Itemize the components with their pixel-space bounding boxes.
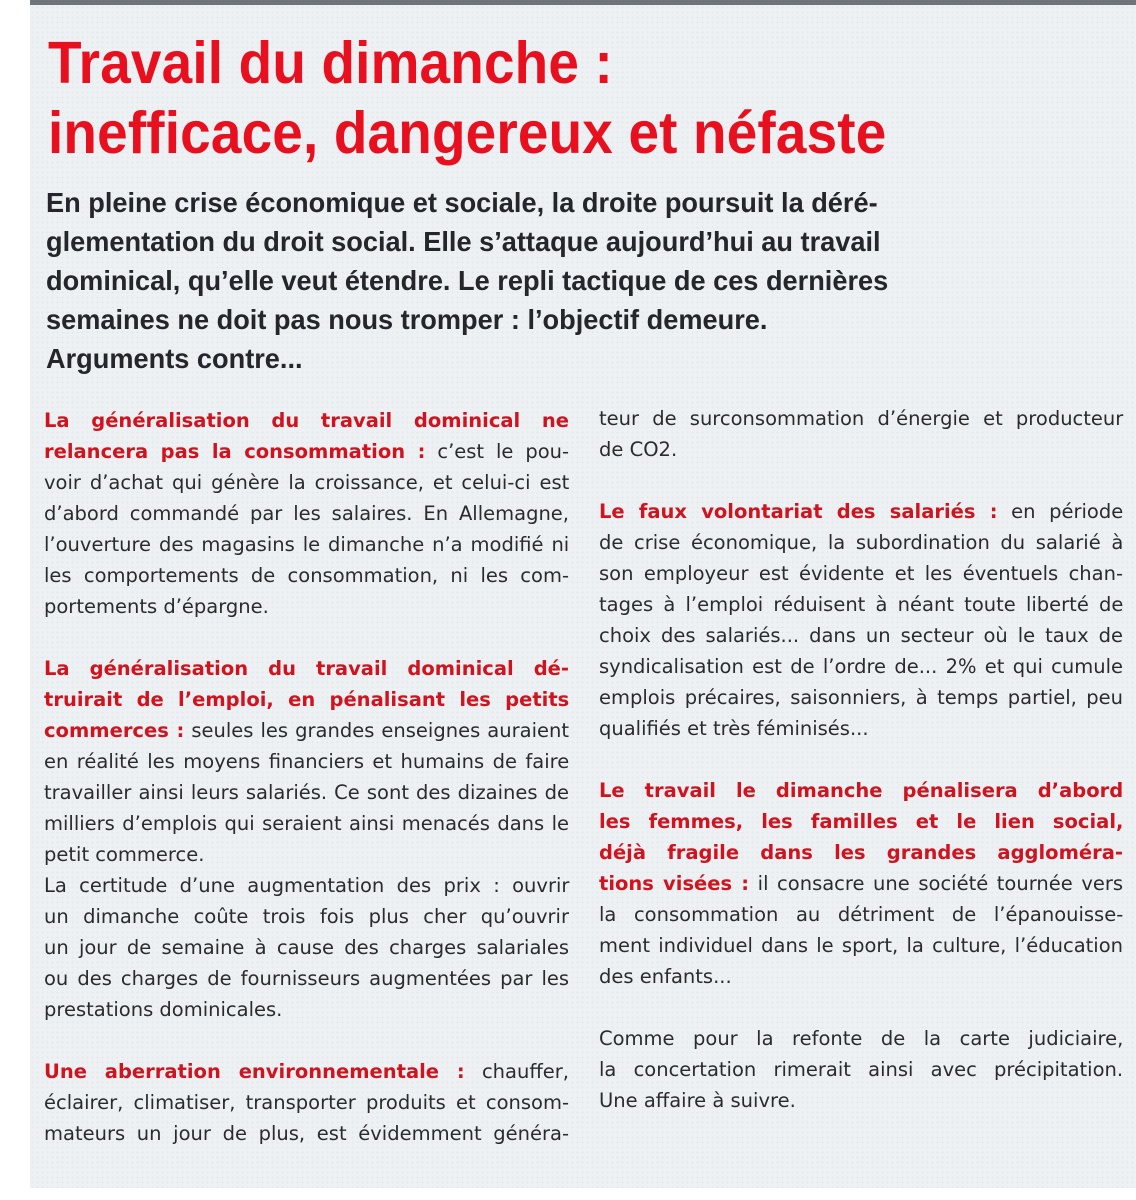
paragraph-heading: Une aberration environnementale : xyxy=(44,1060,465,1083)
paragraph-line xyxy=(599,868,1123,899)
paragraph-emploi xyxy=(44,653,569,1025)
paragraph-line xyxy=(44,436,569,467)
body-text: il consacre une société tournée vers xyxy=(749,872,1124,895)
paragraph-gap xyxy=(44,622,569,653)
body-line: la concertation rimerait ainsi avec précipitation. xyxy=(599,1058,1124,1081)
paragraph-heading: commerces : xyxy=(44,719,185,742)
top-border xyxy=(30,0,1136,5)
body-line: petit commerce. xyxy=(44,843,205,866)
paragraph-line xyxy=(44,1056,569,1087)
paragraph-volontariat xyxy=(599,496,1123,744)
lead-line: semaines ne doit pas nous tromper : l’objectif demeure. xyxy=(46,304,768,335)
paragraph-heading: tions visées : xyxy=(599,872,750,895)
body-line: emplois précaires, saisonniers, à temps partiel, peu xyxy=(599,686,1123,709)
body-line: tages à l’emploi réduisent à néant toute liberté de xyxy=(599,593,1124,616)
paragraph-heading: La généralisation du travail dominical dé- xyxy=(44,657,569,680)
lead-line: glementation du droit social. Elle s’attaque aujourd’hui au travail xyxy=(46,226,881,257)
paragraph-gap xyxy=(599,744,1123,775)
paragraph-consommation xyxy=(44,405,569,622)
paragraph-heading: La généralisation du travail dominical ne xyxy=(44,409,569,432)
body-line: ment individuel dans le sport, la culture, l’éducation xyxy=(599,934,1123,957)
article-lead xyxy=(46,183,1103,378)
body-line: de CO2. xyxy=(599,438,678,461)
paragraph-heading: relancera pas la consommation : xyxy=(44,440,426,463)
body-line: en réalité les moyens financiers et humains de faire xyxy=(44,750,570,773)
lead-line: En pleine crise économique et sociale, la droite poursuit la déré- xyxy=(46,187,878,218)
body-line: La certitude d’une augmentation des prix : ouvrir xyxy=(44,874,570,897)
paragraph-environnement-continued xyxy=(599,403,1123,465)
paragraph-environnement xyxy=(44,1056,569,1149)
paragraph-heading: truirait de l’emploi, en pénalisant les petits xyxy=(44,688,570,711)
paragraph-heading: déjà fragile dans les grandes aggloméra- xyxy=(599,841,1123,864)
paragraph-line xyxy=(44,715,569,746)
body-line: portements d’épargne. xyxy=(44,595,269,618)
body-line: ou des charges de fournisseurs augmentées par les xyxy=(44,967,570,990)
body-line: prestations dominicales. xyxy=(44,998,283,1021)
article-title xyxy=(48,28,1052,168)
body-line: Une affaire à suivre. xyxy=(599,1089,796,1112)
body-line: milliers d’emplois qui seraient ainsi menacés dans le xyxy=(44,812,569,835)
body-line: mateurs un jour de plus, est évidemment généra- xyxy=(44,1122,569,1145)
body-line: syndicalisation est de l’ordre de... 2% et qui cumule xyxy=(599,655,1123,678)
paragraph-heading: Le faux volontariat des salariés : xyxy=(599,500,998,523)
body-line: d’abord commandé par les salaires. En Allemagne, xyxy=(44,502,569,525)
paragraph-femmes-familles xyxy=(599,775,1123,992)
body-line: les comportements de consommation, ni les com- xyxy=(44,564,569,587)
body-text: seules les grandes enseignes auraient xyxy=(184,719,569,742)
body-line: la consommation au détriment de l’épanouisse- xyxy=(599,903,1124,926)
body-line: qualifiés et très féminisés... xyxy=(599,717,869,740)
body-text: c’est le pou- xyxy=(425,440,570,463)
paragraph-gap xyxy=(599,992,1123,1023)
body-line: des enfants... xyxy=(599,965,732,988)
body-line: choix des salariés... dans un secteur où le taux de xyxy=(599,624,1123,647)
paragraph-gap xyxy=(44,1025,569,1056)
body-line: éclairer, climatiser, transporter produits et consom- xyxy=(44,1091,569,1114)
paragraph-heading: les femmes, les familles et le lien social, xyxy=(599,810,1124,833)
title-line: inefficace, dangereux et néfaste xyxy=(48,100,887,166)
lead-line: dominical, qu’elle veut étendre. Le repli tactique de ces dernières xyxy=(46,265,889,296)
body-line: de crise économique, la subordination du salarié à xyxy=(599,531,1124,554)
body-text: chauffer, xyxy=(464,1060,569,1083)
paragraph-conclusion xyxy=(599,1023,1123,1116)
paragraph-gap xyxy=(599,465,1123,496)
body-line: son employeur est évidente et les éventuels chan- xyxy=(599,562,1123,585)
lead-line: Arguments contre... xyxy=(46,343,303,374)
body-line: teur de surconsommation d’énergie et producteur xyxy=(599,407,1124,430)
body-line: un jour de semaine à cause des charges salariales xyxy=(44,936,569,959)
left-column xyxy=(44,405,569,1149)
body-line: un dimanche coûte trois fois plus cher qu’ouvrir xyxy=(44,905,569,928)
body-line: Comme pour la refonte de la carte judiciaire, xyxy=(599,1027,1124,1050)
body-line: l’ouverture des magasins le dimanche n’a modifié ni xyxy=(44,533,570,556)
page-bottom-margin xyxy=(0,1188,1136,1200)
body-line: travailler ainsi leurs salariés. Ce sont des dizaines de xyxy=(44,781,570,804)
body-text: en période xyxy=(997,500,1124,523)
paragraph-line xyxy=(599,496,1123,527)
body-line: voir d’achat qui génère la croissance, et celui-ci est xyxy=(44,471,570,494)
right-column xyxy=(599,403,1123,1116)
paragraph-heading: Le travail le dimanche pénalisera d’abord xyxy=(599,779,1124,802)
title-line: Travail du dimanche : xyxy=(48,30,613,96)
